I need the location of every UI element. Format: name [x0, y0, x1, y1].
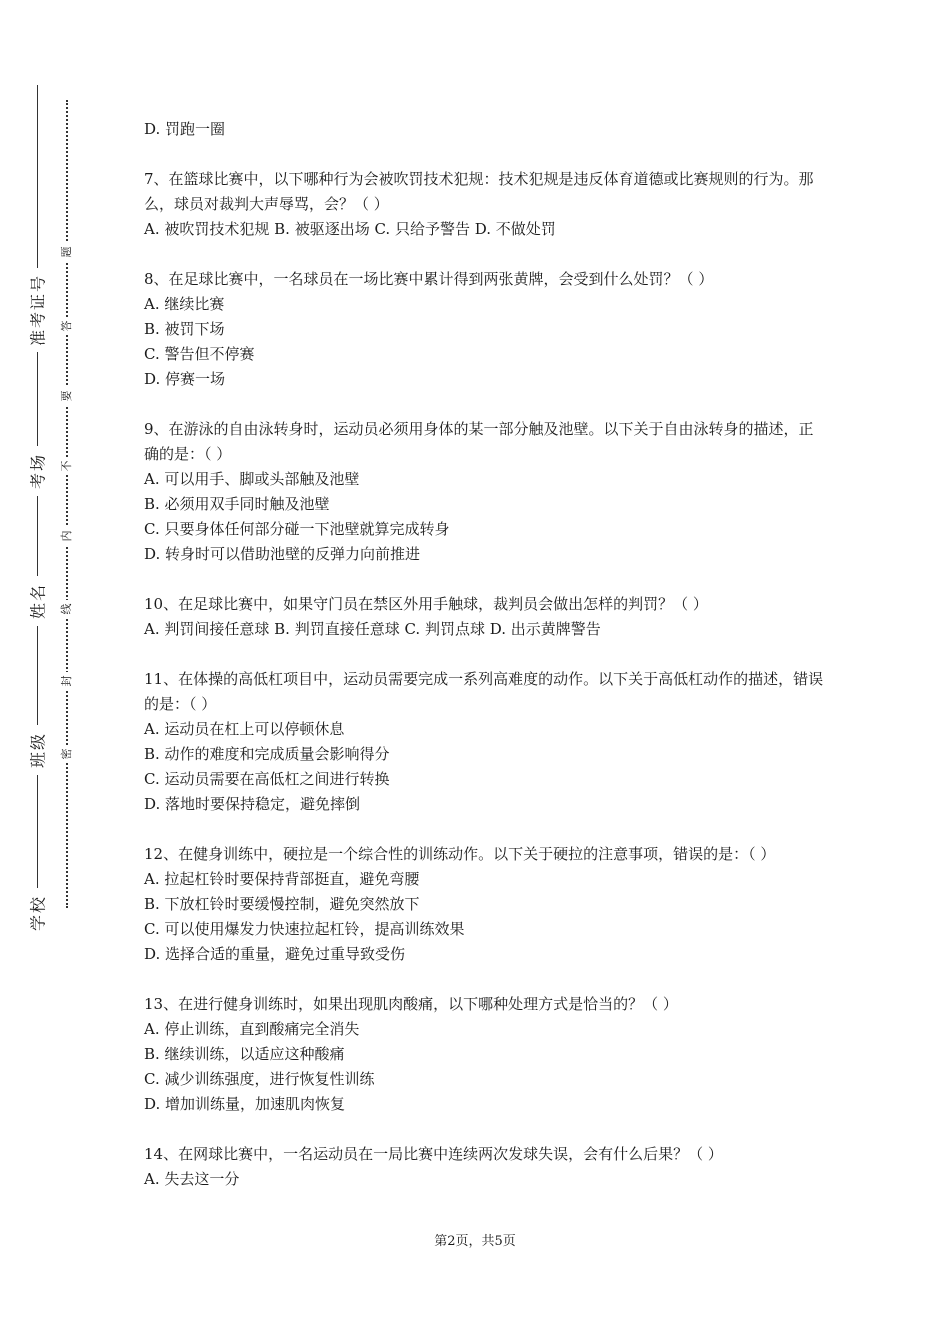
option: A. 拉起杠铃时要保持背部挺直，避免弯腰: [144, 870, 420, 888]
option: A. 失去这一分: [144, 1170, 240, 1188]
field-class: 班级: [19, 725, 55, 775]
question-continuation: [144, 117, 824, 142]
options-inline: A. 判罚间接任意球 B. 判罚直接任意球 C. 判罚点球 D. 出示黄牌警告: [144, 620, 601, 638]
question-stem: 12、在健身训练中，硬拉是一个综合性的训练动作。以下关于硬拉的注意事项，错误的是：（ ）: [144, 845, 776, 863]
field-school: 学校: [19, 888, 55, 938]
option: D. 选择合适的重量，避免过重导致受伤: [144, 945, 406, 963]
option: B. 必须用双手同时触及池壁: [144, 495, 330, 513]
question-stem: 9、在游泳的自由泳转身时，运动员必须用身体的某一部分触及池壁。以下关于自由泳转身的描述，正确的是：（ ）: [144, 420, 814, 463]
question-9: [144, 417, 824, 567]
option: A. 可以用手、脚或头部触及池壁: [144, 470, 360, 488]
option: D. 停赛一场: [144, 370, 226, 388]
option: D. 落地时要保持稳定，避免摔倒: [144, 795, 361, 813]
question-8: [144, 267, 824, 392]
binding-dotted-line: [66, 100, 68, 908]
seal-char: 线: [58, 600, 74, 618]
question-stem: 7、在篮球比赛中，以下哪种行为会被吹罚技术犯规：技术犯规是违反体育道德或比赛规则的行为。那么，球员对裁判大声辱骂，会？（ ）: [144, 170, 814, 213]
question-13: [144, 992, 824, 1117]
option: B. 动作的难度和完成质量会影响得分: [144, 745, 390, 763]
option: A. 停止训练，直到酸痛完全消失: [144, 1020, 360, 1038]
question-stem: 14、在网球比赛中，一名运动员在一局比赛中连续两次发球失误，会有什么后果？（ ）: [144, 1145, 723, 1163]
question-stem: 13、在进行健身训练时，如果出现肌肉酸痛，以下哪种处理方式是恰当的？（ ）: [144, 995, 678, 1013]
field-name: 姓名: [19, 576, 55, 626]
question-list: [144, 117, 824, 1192]
seal-char: 答: [58, 317, 74, 335]
seal-char: 封: [58, 672, 74, 690]
option: C. 警告但不停赛: [144, 345, 255, 363]
question-14: [144, 1142, 824, 1192]
question-7: [144, 167, 824, 242]
seal-char: 内: [58, 527, 74, 545]
question-10: [144, 592, 824, 642]
page-footer: 第2页，共5页: [434, 1234, 516, 1249]
option: C. 可以使用爆发力快速拉起杠铃，提高训练效果: [144, 920, 465, 938]
question-stem: 8、在足球比赛中，一名球员在一场比赛中累计得到两张黄牌，会受到什么处罚？（ ）: [144, 270, 714, 288]
question-11: [144, 667, 824, 817]
option: D. 转身时可以借助池壁的反弹力向前推进: [144, 545, 421, 563]
seal-char: 题: [58, 243, 74, 261]
seal-char: 密: [58, 745, 74, 763]
option: C. 运动员需要在高低杠之间进行转换: [144, 770, 390, 788]
binding-solid-line: [37, 85, 38, 931]
seal-char: 要: [58, 387, 74, 405]
option: C. 减少训练强度，进行恢复性训练: [144, 1070, 375, 1088]
question-stem: 11、在体操的高低杠项目中，运动员需要完成一系列高难度的动作。以下关于高低杠动作的描述，错误的是：（ ）: [144, 670, 824, 713]
options-inline: A. 被吹罚技术犯规 B. 被驱逐出场 C. 只给予警告 D. 不做处罚: [144, 220, 556, 238]
option: B. 被罚下场: [144, 320, 225, 338]
option: D. 罚跑一圈: [144, 120, 226, 138]
option: A. 运动员在杠上可以停顿休息: [144, 720, 345, 738]
field-exam-room: 考场: [19, 446, 55, 496]
question-stem: 10、在足球比赛中，如果守门员在禁区外用手触球，裁判员会做出怎样的判罚？（ ）: [144, 595, 708, 613]
option: D. 增加训练量，加速肌肉恢复: [144, 1095, 346, 1113]
field-exam-id: 准考证号: [19, 268, 55, 352]
option: C. 只要身体任何部分碰一下池壁就算完成转身: [144, 520, 450, 538]
binding-margin: [0, 0, 100, 1344]
option: B. 继续训练，以适应这种酸痛: [144, 1045, 345, 1063]
question-12: [144, 842, 824, 967]
option: B. 下放杠铃时要缓慢控制，避免突然放下: [144, 895, 420, 913]
option: A. 继续比赛: [144, 295, 225, 313]
seal-char: 不: [58, 457, 74, 475]
